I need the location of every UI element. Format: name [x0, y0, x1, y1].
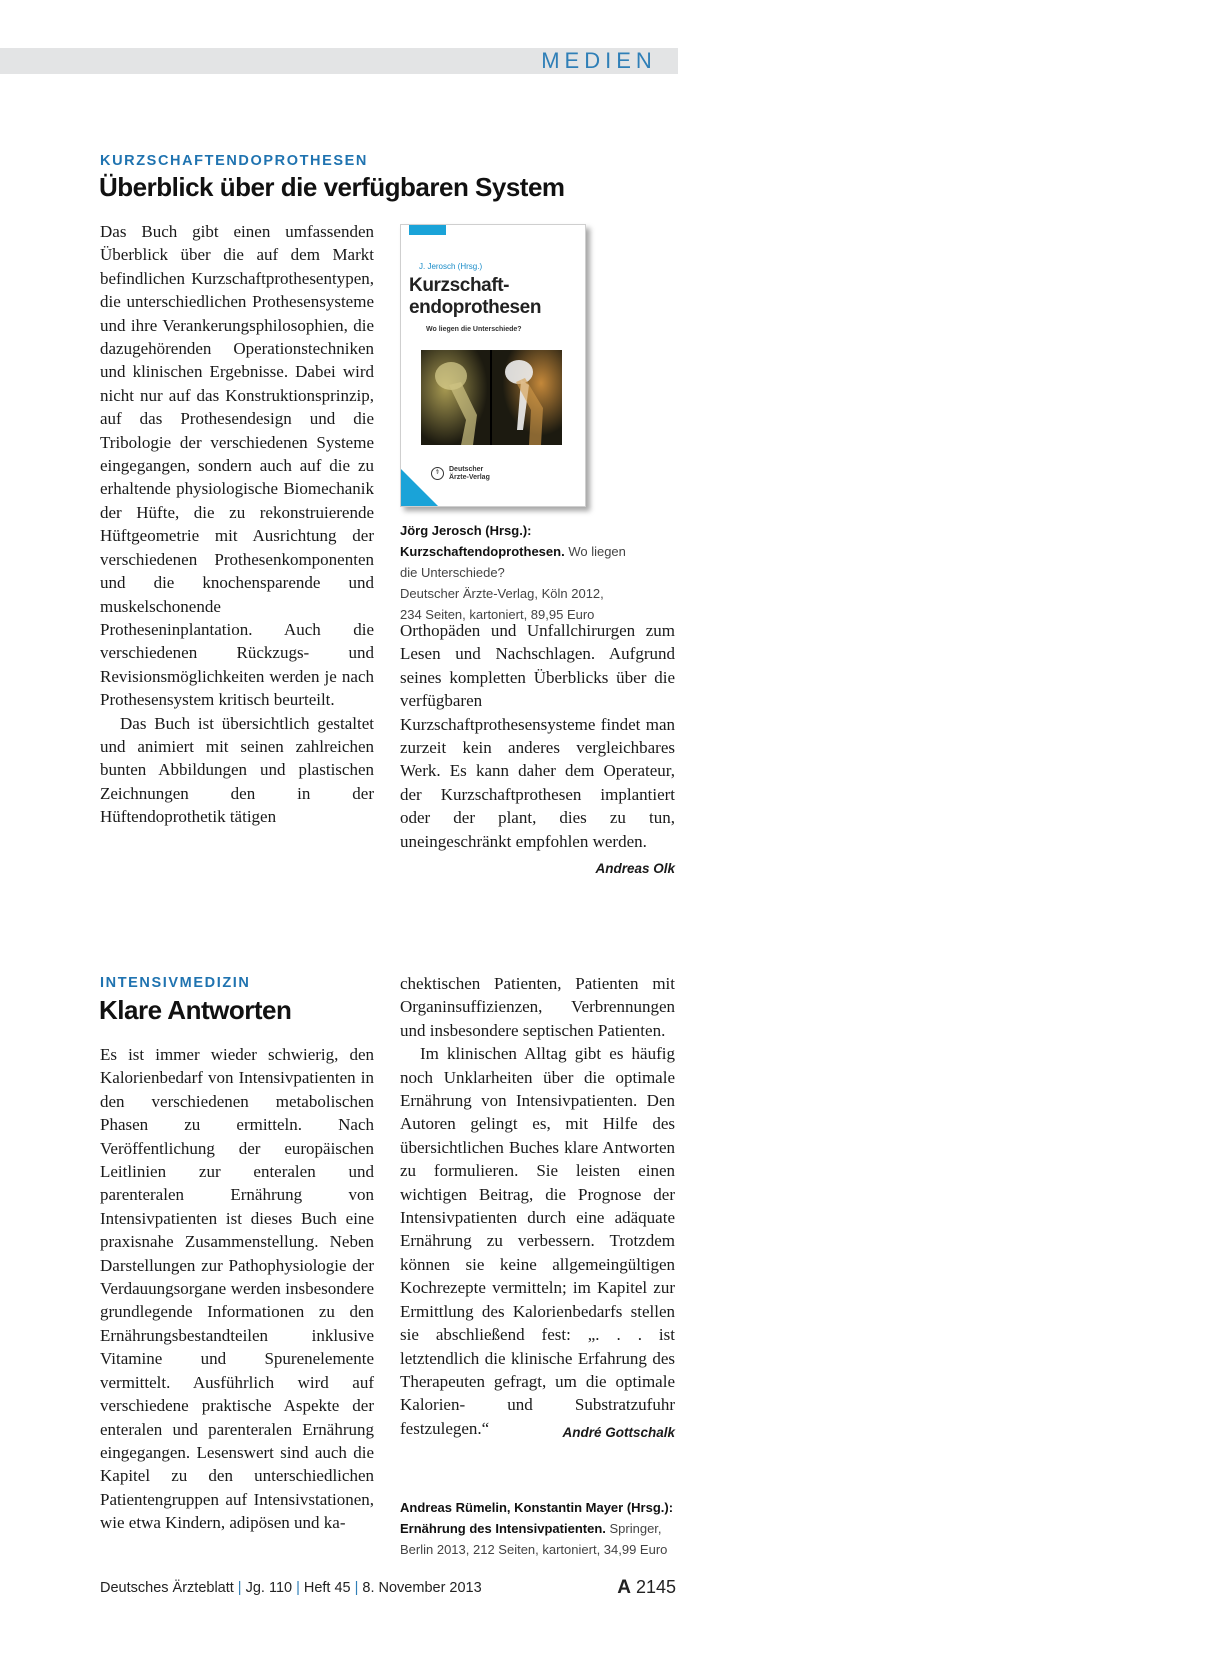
cover-editor: J. Jerosch (Hrsg.) [419, 262, 483, 271]
article2-headline: Klare Antworten [99, 995, 292, 1025]
article1-paragraph-2: Das Buch ist übersichtlich gestaltet und animiert mit seinen zahlreichen bunten Abbildungen und plastischen Zeichnungen den in der Hüftendoprothetik tätigen [100, 713, 374, 827]
article1-column-2 [400, 619, 675, 880]
cover-subtitle: Wo liegen die Unterschiede? [426, 326, 522, 333]
article1-paragraph-3 [400, 619, 675, 877]
article1-headline: Überblick über die verfügbaren System [99, 172, 565, 202]
footer [100, 1580, 482, 1596]
cover-title-line-1: Kurzschaft- [409, 275, 510, 296]
article1-paragraph-1: Das Buch gibt einen umfassenden Überblick über die auf dem Markt befindlichen Kurzschaftprothesentypen, die unterschiedlichen Prothesensysteme und ihre Verankerungsphilosophien, die dazugehörenden Operationstechniken und klinischen Ergebnisse. Dabei wird nicht nur auf das Konstruktionsprinzip, auf das Prothesendesign und die Tribologie der verschiedenen Systeme eingegangen, sondern auch auf die zu erhaltende physiologische Biomechanik der Hüfte, die zu rekonstruierende Hüftgeometrie mit Ausrichtung der verschiedenen Prothesenkomponenten und die knochensparende und muskelschonende Protheseninplantation. Auch die verschiedenen Rückzugs- und Revisionsmöglichkeiten werden je nach Prothesensystem kritisch beurteilt. [100, 222, 374, 710]
footer-volume: Jg. 110 [245, 1580, 293, 1596]
article1-book-caption [400, 520, 640, 625]
article1-column-2-text: Orthopäden und Unfallchirurgen zum Lesen und Nachschlagen. Aufgrund seines kompletten Überblicks über die verfügbaren Kurzschaftprothesensysteme findet man zurzeit kein anderes vergleichbares Werk. Es kann daher dem Operateur, der Kurzschaftprothesen implantiert oder der plant, dies zu tun, uneingeschränkt empfohlen werden. [400, 621, 675, 851]
footer-issue: Heft 45 [303, 1580, 351, 1596]
footer-separator: | [296, 1580, 300, 1596]
cover-title [409, 275, 541, 319]
article2-column-1 [100, 1043, 374, 1535]
article1-kicker: KURZSCHAFTENDOPROTHESEN [100, 153, 368, 169]
cover-corner-triangle [401, 469, 438, 506]
page-number [617, 1577, 676, 1599]
article1-book-subtitle: Wo liegen die Unterschiede? [400, 544, 626, 580]
book-cover-image [400, 224, 586, 507]
cover-publisher [449, 466, 490, 482]
xray-image [421, 350, 562, 445]
cover-publisher-line-2: Ärzte-Verlag [449, 474, 490, 481]
page-prefix: A [617, 1577, 631, 1598]
article2-paragraph-3 [400, 1042, 675, 1440]
article2-paragraph-3-text: Im klinischen Alltag gibt es häufig noch Unklarheiten über die optimale Ernährung von Intensivpatienten. Den Autoren gelingt es, mit Hilfe des übersichtlichen Buches klare Antworten zu formulieren. Sie leisten einen wichtigen Beitrag, die Prognose der Intensivpatienten durch eine adäquate Ernährung zu verbessern. Trotzdem können sie keine allgemeingültigen Kochrezepte vermitteln; im Kapitel zur Ermittlung des Kalorienbedarfs stellen sie abschließend fest: „. . . ist letztendlich die klinische Erfahrung des Therapeuten gefragt, um die optimale Kalorien- und Substratzufuhr festzulegen.“ [400, 1044, 675, 1438]
cover-title-line-2: endoprothesen [409, 297, 542, 318]
footer-separator: | [237, 1580, 242, 1596]
article2-kicker: INTENSIVMEDIZIN [100, 975, 251, 991]
article2-signature: André Gottschalk [562, 1424, 675, 1440]
footer-separator: | [354, 1580, 359, 1596]
article1-book-publisher: Deutscher Ärzte-Verlag, Köln 2012, [400, 586, 604, 601]
publisher-logo-icon: ⚕ [431, 467, 444, 480]
xray-illustration [421, 350, 562, 445]
cover-publisher-line-1: Deutscher [449, 466, 484, 473]
article1-signature: Andreas Olk [595, 861, 675, 877]
article2-paragraph-2: chektischen Patienten, Patienten mit Organinsuffizienzen, Verbrennungen und insbesondere septischen Patienten. [400, 974, 675, 1040]
article2-column-2 [400, 972, 675, 1444]
cover-stripe [409, 225, 446, 235]
section-title: MEDIEN [541, 48, 657, 73]
footer-journal: Deutsches Ärzteblatt [100, 1580, 234, 1596]
article2-paragraph-1: Es ist immer wieder schwierig, den Kalorienbedarf von Intensivpatienten in den verschiedenen metabolischen Phasen zu ermitteln. Nach Veröffentlichung der europäischen Leitlinien zur enteralen und parenteralen Ernährung von Intensivpatienten ist dieses Buch eine praxisnahe Zusammenstellung. Neben Darstellungen zur Pathophysiologie der Verdauungsorgane werden insbesondere grundlegende Informationen zu den Ernährungsbestandteilen inklusive Vitamine und Spurenelemente vermittelt. Ausführlich wird auf verschiedene praktische Aspekte der enteralen und parenteralen Ernährung eingegangen. Lesenswert sind auch die Kapitel zu den unterschiedlichen Patientengruppen auf Intensivstationen, wie etwa Kindern, adipösen und ka- [100, 1045, 374, 1533]
article1-book-author-title: Jörg Jerosch (Hrsg.): Kurzschaftendoprothesen. [400, 523, 565, 559]
article2-book-publisher: Springer, Berlin 2013, 212 Seiten, kartoniert, 34,99 Euro [400, 1521, 668, 1557]
article1-book-details: 234 Seiten, kartoniert, 89,95 Euro [400, 607, 595, 622]
article2-book-caption [400, 1497, 675, 1560]
article2-book-author-title: Andreas Rümelin, Konstantin Mayer (Hrsg.): Ernährung des Intensivpatienten. [400, 1500, 674, 1536]
article1-column-1 [100, 220, 374, 829]
page-number-value: 2145 [635, 1577, 676, 1597]
footer-date: 8. November 2013 [362, 1580, 482, 1596]
